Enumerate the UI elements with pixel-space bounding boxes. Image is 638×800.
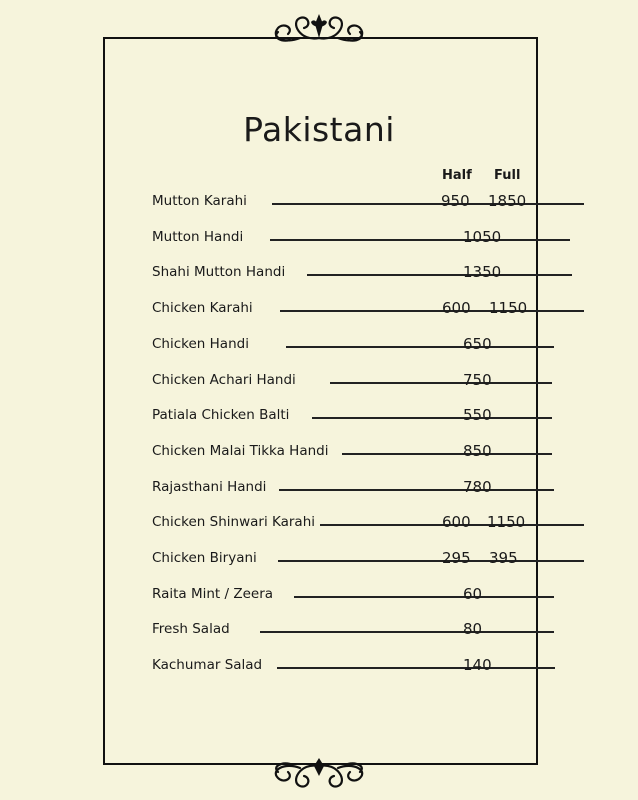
full-price: 1150 (489, 299, 528, 317)
item-name: Fresh Salad (152, 621, 230, 637)
full-column-header: Full (494, 168, 521, 183)
full-price: 395 (489, 549, 518, 567)
full-price: 750 (463, 371, 492, 389)
menu-item (152, 336, 532, 356)
item-name: Raita Mint / Zeera (152, 586, 274, 602)
menu-item (152, 514, 532, 534)
leader-line (312, 417, 552, 419)
menu-item (152, 372, 532, 392)
leader-line (342, 453, 552, 455)
item-name: Rajasthani Handi (152, 479, 267, 495)
item-name: Shahi Mutton Handi (152, 264, 286, 280)
item-name: Kachumar Salad (152, 657, 263, 673)
menu-item (152, 407, 532, 427)
half-price: 600 (442, 513, 471, 531)
full-price: 850 (463, 442, 492, 460)
menu-item (152, 621, 532, 641)
item-name: Chicken Handi (152, 336, 249, 352)
full-price: 1150 (487, 513, 526, 531)
full-price: 780 (463, 478, 492, 496)
leader-line (280, 310, 584, 312)
full-price: 1350 (463, 263, 502, 281)
half-price: 950 (441, 192, 470, 210)
leader-line (272, 203, 584, 205)
full-price: 80 (463, 620, 483, 638)
half-price: 600 (442, 299, 471, 317)
full-price: 1850 (488, 192, 527, 210)
leader-line (286, 346, 554, 348)
full-price: 1050 (463, 228, 502, 246)
menu-item (152, 193, 532, 213)
menu-item (152, 443, 532, 463)
full-price: 550 (463, 406, 492, 424)
item-name: Chicken Shinwari Karahi (152, 514, 316, 530)
leader-line (270, 239, 570, 241)
full-price: 140 (463, 656, 492, 674)
item-name: Chicken Biryani (152, 550, 257, 566)
item-name: Patiala Chicken Balti (152, 407, 290, 423)
item-name: Mutton Karahi (152, 193, 247, 209)
menu-item (152, 300, 532, 320)
menu-item (152, 229, 532, 249)
half-column-header: Half (442, 168, 472, 183)
leader-line (277, 667, 555, 669)
leader-line (294, 596, 554, 598)
menu-item (152, 479, 532, 499)
leader-line (279, 489, 554, 491)
menu-item (152, 264, 532, 284)
menu-item (152, 550, 532, 570)
page-title: Pakistani (243, 110, 395, 149)
item-name: Mutton Handi (152, 229, 244, 245)
full-price: 650 (463, 335, 492, 353)
menu-item (152, 586, 532, 606)
leader-line (307, 274, 572, 276)
leader-line (330, 382, 552, 384)
menu-item (152, 657, 532, 677)
full-price: 60 (463, 585, 483, 603)
leader-line (260, 631, 554, 633)
item-name: Chicken Karahi (152, 300, 253, 316)
item-name: Chicken Achari Handi (152, 372, 296, 388)
bottom-ornament-icon (0, 752, 638, 796)
item-name: Chicken Malai Tikka Handi (152, 443, 329, 459)
half-price: 295 (442, 549, 471, 567)
leader-line (278, 560, 584, 562)
